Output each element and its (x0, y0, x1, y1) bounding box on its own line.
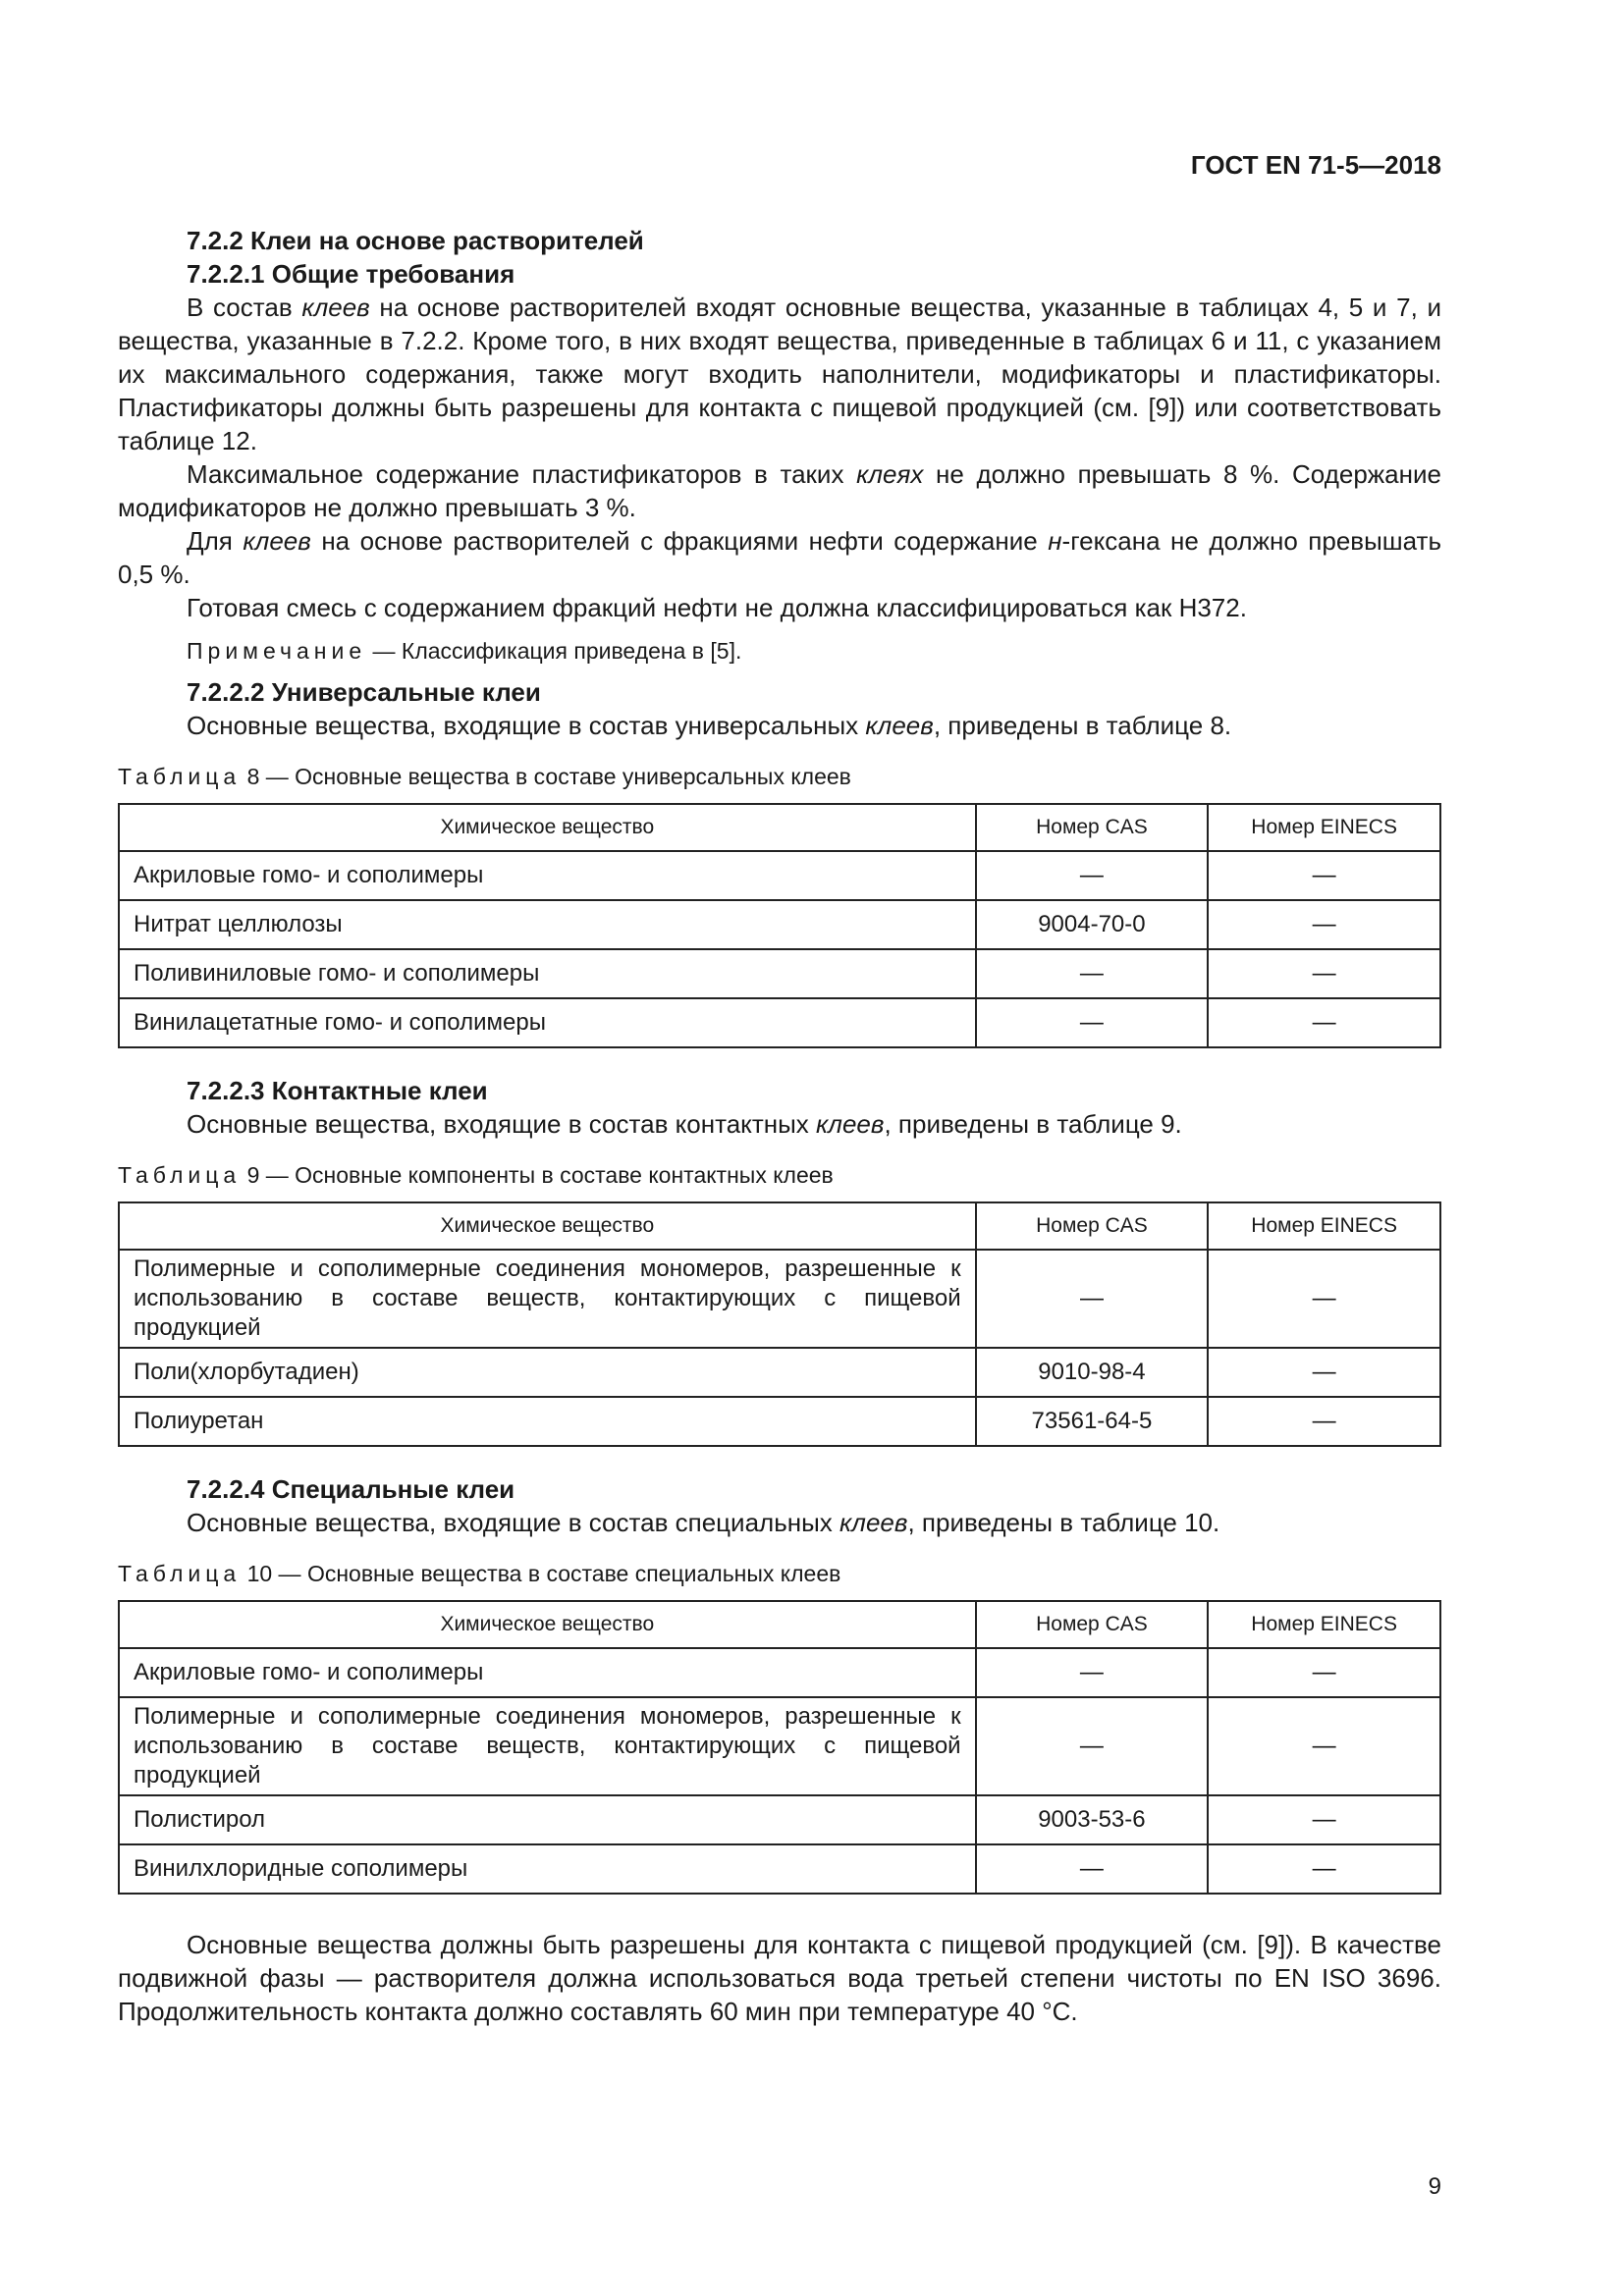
table-cell: — (976, 1844, 1209, 1894)
table-cell: Полистирол (119, 1795, 976, 1844)
paragraph: Готовая смесь с содержанием фракций нефти не должна классифицироваться как H372. (187, 593, 1247, 622)
table-cell: — (1208, 1648, 1440, 1697)
table-row (119, 1250, 1440, 1348)
table-cell: — (976, 1250, 1209, 1348)
table-row (119, 949, 1440, 998)
paragraph: Максимальное содержание пластификаторов в таких клеях не должно превышать 8 %. Содержание модификаторов не должно превышать 3 %. (118, 459, 1441, 522)
table-caption: Таблица 8 — Основные вещества в составе универсальных клеев (118, 764, 851, 789)
table-cell: 9004-70-0 (976, 900, 1209, 949)
table-cell: Полимерные и сополимерные соединения мономеров, разрешенные к использованию в составе веществ, контактирующих с пищевой продукцией (119, 1697, 976, 1795)
table-row (119, 1648, 1440, 1697)
table-row (119, 1697, 1440, 1795)
table-header-cell: Химическое вещество (119, 1601, 976, 1648)
section-heading: 7.2.2 Клеи на основе растворителей (187, 226, 644, 255)
paragraph: Основные вещества, входящие в состав универсальных клеев, приведены в таблице 8. (187, 711, 1232, 740)
table-cell: Акриловые гомо- и сополимеры (119, 1648, 976, 1697)
table-header-cell: Номер CAS (976, 1601, 1209, 1648)
table-cell: — (1208, 1795, 1440, 1844)
table-8 (118, 803, 1441, 1048)
table-row (119, 900, 1440, 949)
paragraph: Основные вещества должны быть разрешены для контакта с пищевой продукцией (см. [9]). В качестве подвижной фазы — растворителя должна использоваться вода третьей степени чистоты по EN ISO 3696. Продолжительность контакта должно составлять 60 мин при температуре 40 °C. (118, 1930, 1441, 2026)
note: Примечание — Классификация приведена в [5]. (187, 638, 742, 664)
table-row (119, 851, 1440, 900)
table-cell: — (1208, 900, 1440, 949)
table-cell: 9010-98-4 (976, 1348, 1209, 1397)
subsection-heading: 7.2.2.4 Специальные клеи (187, 1474, 515, 1504)
table-cell: — (1208, 1397, 1440, 1446)
table-cell: Винилацетатные гомо- и сополимеры (119, 998, 976, 1047)
subsection-heading: 7.2.2.3 Контактные клеи (187, 1076, 488, 1105)
table-header-cell: Номер EINECS (1208, 1202, 1440, 1250)
table-row (119, 1397, 1440, 1446)
table-10 (118, 1600, 1441, 1895)
table-header-cell: Номер EINECS (1208, 804, 1440, 851)
table-header-cell: Номер EINECS (1208, 1601, 1440, 1648)
table-cell: — (1208, 1844, 1440, 1894)
table-cell: Винилхлоридные сополимеры (119, 1844, 976, 1894)
table-cell: Акриловые гомо- и сополимеры (119, 851, 976, 900)
table-cell: Поли(хлорбутадиен) (119, 1348, 976, 1397)
table-cell: Полиуретан (119, 1397, 976, 1446)
table-cell: — (1208, 1250, 1440, 1348)
table-cell: — (1208, 998, 1440, 1047)
subsection-heading: 7.2.2.2 Универсальные клеи (187, 677, 541, 707)
table-header-cell: Химическое вещество (119, 804, 976, 851)
table-row (119, 1795, 1440, 1844)
table-cell: — (976, 1697, 1209, 1795)
table-row (119, 1844, 1440, 1894)
table-row (119, 1348, 1440, 1397)
table-cell: — (1208, 949, 1440, 998)
paragraph: Основные вещества, входящие в состав специальных клеев, приведены в таблице 10. (187, 1508, 1220, 1537)
page-number: 9 (1428, 2173, 1441, 2200)
page-content (118, 224, 1441, 2028)
table-caption: Таблица 10 — Основные вещества в составе специальных клеев (118, 1561, 841, 1586)
table-cell: — (976, 851, 1209, 900)
table-cell: Нитрат целлюлозы (119, 900, 976, 949)
table-cell: — (1208, 1348, 1440, 1397)
table-header-cell: Номер CAS (976, 1202, 1209, 1250)
table-cell: — (976, 949, 1209, 998)
subsection-heading: 7.2.2.1 Общие требования (187, 259, 515, 289)
table-cell: 9003-53-6 (976, 1795, 1209, 1844)
table-cell: Полимерные и сополимерные соединения мономеров, разрешенные к использованию в составе веществ, контактирующих с пищевой продукцией (119, 1250, 976, 1348)
paragraph: Для клеев на основе растворителей с фракциями нефти содержание н-гексана не должно превышать 0,5 %. (118, 526, 1442, 589)
document-header: ГОСТ EN 71-5—2018 (1190, 150, 1441, 180)
table-cell: 73561-64-5 (976, 1397, 1209, 1446)
table-9 (118, 1201, 1441, 1447)
table-header-cell: Химическое вещество (119, 1202, 976, 1250)
table-cell: — (976, 998, 1209, 1047)
table-cell: Поливиниловые гомо- и сополимеры (119, 949, 976, 998)
paragraph: Основные вещества, входящие в состав контактных клеев, приведены в таблице 9. (187, 1109, 1182, 1139)
table-row (119, 998, 1440, 1047)
paragraph: В состав клеев на основе растворителей входят основные вещества, указанные в таблицах 4, 5 и 7, и вещества, указанные в 7.2.2. Кроме того, в них входят вещества, приведенные в таблицах 6 и 11, с указанием их максимального содержания, также могут входить наполнители, модификаторы и пластификаторы. Пластификаторы должны быть разрешены для контакта с пищевой продукцией (см. [9]) или соответствовать таблице 12. (118, 293, 1441, 455)
table-cell: — (1208, 1697, 1440, 1795)
table-header-cell: Номер CAS (976, 804, 1209, 851)
table-cell: — (1208, 851, 1440, 900)
table-cell: — (976, 1648, 1209, 1697)
table-caption: Таблица 9 — Основные компоненты в составе контактных клеев (118, 1162, 834, 1188)
